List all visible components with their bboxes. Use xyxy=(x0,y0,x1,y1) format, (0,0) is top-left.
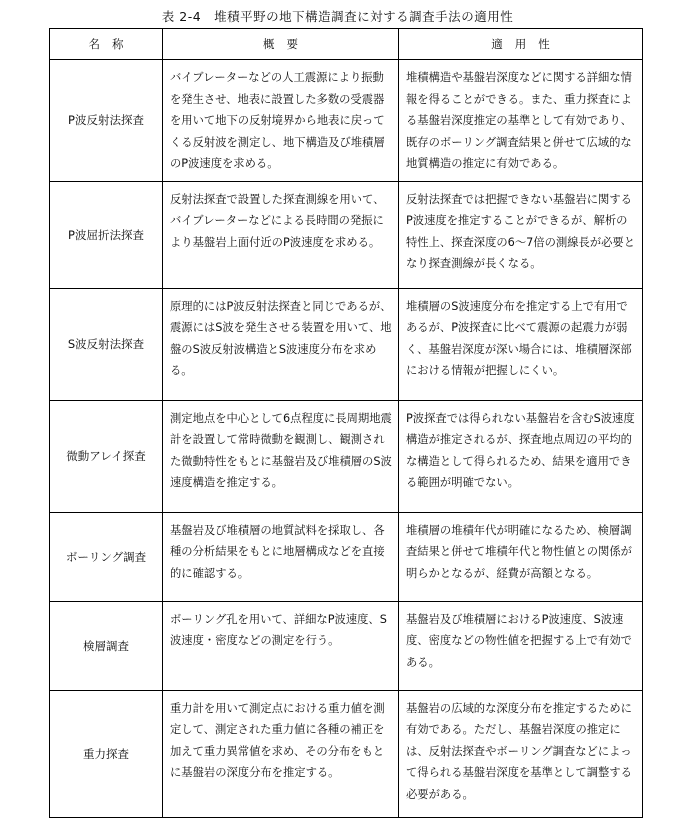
survey-methods-table xyxy=(49,28,643,818)
method-name: 微動アレイ探査 xyxy=(50,400,163,512)
table-row xyxy=(50,601,643,690)
method-applicability: 堆積層のS波速度分布を推定する上で有用であるが、P波探査に比べて震源の起震力が弱く、基盤岩深度が深い場合には、堆積層深部における情報が把握しにくい。 xyxy=(399,288,643,400)
header-overview: 概要 xyxy=(163,29,399,60)
header-name: 名称 xyxy=(50,29,163,60)
table-row xyxy=(50,181,643,288)
method-name: P波屈折法探査 xyxy=(50,181,163,288)
table-row xyxy=(50,512,643,601)
method-name: P波反射法探査 xyxy=(50,60,163,182)
method-applicability: P波探査では得られない基盤岩を含むS波速度構造が推定されるが、探査地点周辺の平均的な構造として得られるため、結果を適用できる範囲が明確でない。 xyxy=(399,400,643,512)
method-name: 検層調査 xyxy=(50,601,163,690)
method-overview: 重力計を用いて測定点における重力値を測定して、測定された重力値に各種の補正を加えて重力異常値を求め、その分布をもとに基盤岩の深度分布を推定する。 xyxy=(163,690,399,817)
method-applicability: 基盤岩及び堆積層におけるP波速度、S波速度、密度などの物性値を把握する上で有効である。 xyxy=(399,601,643,690)
method-name: S波反射法探査 xyxy=(50,288,163,400)
method-overview: ボーリング孔を用いて、詳細なP波速度、S波速度・密度などの測定を行う。 xyxy=(163,601,399,690)
header-applicability: 適用性 xyxy=(399,29,643,60)
method-name: 重力探査 xyxy=(50,690,163,817)
method-overview: 反射法探査で設置した探査測線を用いて、バイブレーターなどによる長時間の発振により基盤岩上面付近のP波速度を求める。 xyxy=(163,181,399,288)
table-row xyxy=(50,690,643,817)
method-overview: 基盤岩及び堆積層の地質試料を採取し、各種の分析結果をもとに地層構成などを直接的に確認する。 xyxy=(163,512,399,601)
method-overview: バイブレーターなどの人工震源により振動を発生させ、地表に設置した多数の受震器を用いて地下の反射境界から地表に戻ってくる反射波を測定し、地下構造及び堆積層のP波速度を求める。 xyxy=(163,60,399,182)
method-overview: 測定地点を中心として6点程度に長周期地震計を設置して常時微動を観測し、観測された微動特性をもとに基盤岩及び堆積層のS波速度構造を推定する。 xyxy=(163,400,399,512)
method-applicability: 反射法探査では把握できない基盤岩に関するP波速度を推定することができるが、解析の特性上、探査深度の6～7倍の測線長が必要となり探査測線が長くなる。 xyxy=(399,181,643,288)
header-row xyxy=(50,29,643,60)
method-name: ボーリング調査 xyxy=(50,512,163,601)
table-row xyxy=(50,400,643,512)
table-row xyxy=(50,60,643,182)
method-applicability: 堆積構造や基盤岩深度などに関する詳細な情報を得ることができる。また、重力探査による基盤岩深度推定の基準として有効であり、既存のボーリング調査結果と併せて広域的な地質構造の推定に有効である。 xyxy=(399,60,643,182)
table-caption: 表 2-4 堆積平野の地下構造調査に対する調査手法の適用性 xyxy=(161,9,514,24)
method-applicability: 基盤岩の広域的な深度分布を推定するために有効である。ただし、基盤岩深度の推定には、反射法探査やボーリング調査などによって得られる基盤岩深度を基準として調整する必要がある。 xyxy=(399,690,643,817)
method-applicability: 堆積層の堆積年代が明確になるため、検層調査結果と併せて堆積年代と物性値との関係が明らかとなるが、経費が高額となる。 xyxy=(399,512,643,601)
table-row xyxy=(50,288,643,400)
method-overview: 原理的にはP波反射法探査と同じであるが、震源にはS波を発生させる装置を用いて、地盤のS波反射波構造とS波速度分布を求める。 xyxy=(163,288,399,400)
